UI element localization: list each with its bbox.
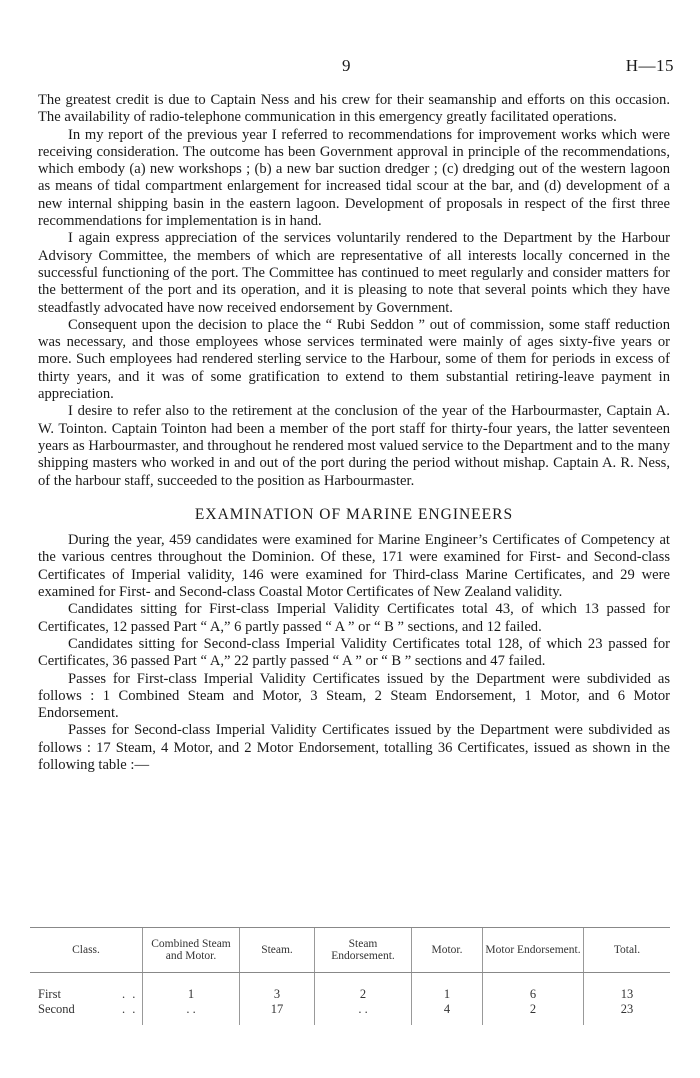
table-spacer-row bbox=[30, 973, 670, 988]
class-cell: Second . . bbox=[38, 1002, 138, 1016]
paragraph: Passes for Second-class Imperial Validity Certificates issued by the Department were subdivided as follows : 17 Steam, 4 Motor, and 2 Motor Endorsement, totalling 36 Certificates, issued as shown in the following table :— bbox=[38, 722, 670, 773]
table-cell: 2 bbox=[483, 1002, 584, 1025]
section-heading: EXAMINATION OF MARINE ENGINEERS bbox=[194, 505, 514, 523]
table-header-row bbox=[30, 928, 670, 973]
table-cell: 23 bbox=[584, 1002, 671, 1025]
paragraph: The greatest credit is due to Captain Ness and his crew for their seamanship and efforts on this occasion. The availability of radio-telephone communication in this emergency greatly facilitated operations. bbox=[38, 92, 670, 126]
paragraph: In my report of the previous year I referred to recommendations for improvement works which were receiving consideration. The outcome has been Government approval in principle of the recommendations, which embody (a) new workshops ; (b) a new bar suction dredger ; (c) dredging out of the western lagoon as means of tidal compartment enlargement for increased tidal scour at the bar, and (d) development of a new internal shipping basin in the eastern lagoon. Development of proposals in respect of the first three recommendations for implementation is in hand. bbox=[38, 126, 670, 230]
column-header: Steam Endorsement. bbox=[315, 928, 412, 973]
column-header: Class. bbox=[30, 928, 143, 973]
column-header: Motor Endorsement. bbox=[483, 928, 584, 973]
page-number: 9 bbox=[342, 56, 351, 75]
table-cell: . . bbox=[315, 1002, 412, 1025]
paragraph: Candidates sitting for First-class Imperial Validity Certificates total 43, of which 13 passed for Certificates, 12 passed Part “ A,” 6 partly passed “ A ” or “ B ” sections, and 12 failed. bbox=[38, 601, 670, 635]
class-cell: First . . bbox=[38, 987, 138, 1001]
paragraph: Passes for First-class Imperial Validity Certificates issued by the Department were subdivided as follows : 1 Combined Steam and Motor, 3 Steam, 2 Steam Endorsement, 1 Motor, and 6 Motor Endorsement. bbox=[38, 670, 670, 722]
table-cell: 1 bbox=[412, 987, 483, 1002]
table-row bbox=[30, 987, 670, 1002]
column-header: Steam. bbox=[240, 928, 315, 973]
column-header: Motor. bbox=[412, 928, 483, 973]
table-row bbox=[30, 1002, 670, 1025]
paragraph: Candidates sitting for Second-class Imperial Validity Certificates total 128, of which 23 passed for Certificates, 36 passed Part “ A,” 22 partly passed “ A ” or “ B ” sections and 47 failed. bbox=[38, 635, 670, 670]
paragraph: I again express appreciation of the services voluntarily rendered to the Department by the Harbour Advisory Committee, the members of which are representative of all interests locally concerned in the successful functioning of the port. The Committee has continued to meet regularly and consider matters for the betterment of the port and its operation, and it is pleasing to note that several points which they have steadfastly advocated have now received endorsement by Government. bbox=[38, 230, 670, 316]
document-reference: H—15 bbox=[625, 56, 674, 75]
table-cell: 1 bbox=[143, 987, 240, 1002]
table-cell: . . bbox=[143, 1002, 240, 1025]
body-text bbox=[38, 92, 670, 774]
column-header: Total. bbox=[584, 928, 671, 973]
paragraph: I desire to refer also to the retirement at the conclusion of the year of the Harbourmaster, Captain A. W. Tointon. Captain Tointon had been a member of the port staff for thirty-four years, the latter seventeen years as Harbourmaster, and throughout he rendered most valued service to the Department and to the many shipping masters who worked in and out of the port during the period without mishap. Captain A. R. Ness, of the harbour staff, succeeded to the position as Harbourmaster. bbox=[38, 403, 670, 489]
certificates-table bbox=[30, 927, 670, 1025]
paragraph: Consequent upon the decision to place the “ Rubi Seddon ” out of commission, some staff reduction was necessary, and those employees whose services terminated were mainly of ages sixty-five years or more. Such employees had rendered sterling service to the Harbour, some of them for periods in excess of thirty years, and it was of some gratification to extend to them substantial retiring-leave payment in appreciation. bbox=[38, 316, 670, 403]
table-cell: 17 bbox=[240, 1002, 315, 1025]
table-cell: 2 bbox=[315, 987, 412, 1002]
paragraph: During the year, 459 candidates were examined for Marine Engineer’s Certificates of Competency at the various centres throughout the Dominion. Of these, 171 were examined for First- and Second-class Certificates of Imperial validity, 146 were examined for Third-class Marine Certificates, and 29 were examined for First- and Second-class Coastal Motor Certificates of New Zealand validity. bbox=[38, 532, 670, 601]
table-cell: 13 bbox=[584, 987, 671, 1002]
column-header: Combined Steam and Motor. bbox=[143, 928, 240, 973]
table-cell: 3 bbox=[240, 987, 315, 1002]
table-cell: 4 bbox=[412, 1002, 483, 1025]
table-cell: 6 bbox=[483, 987, 584, 1002]
